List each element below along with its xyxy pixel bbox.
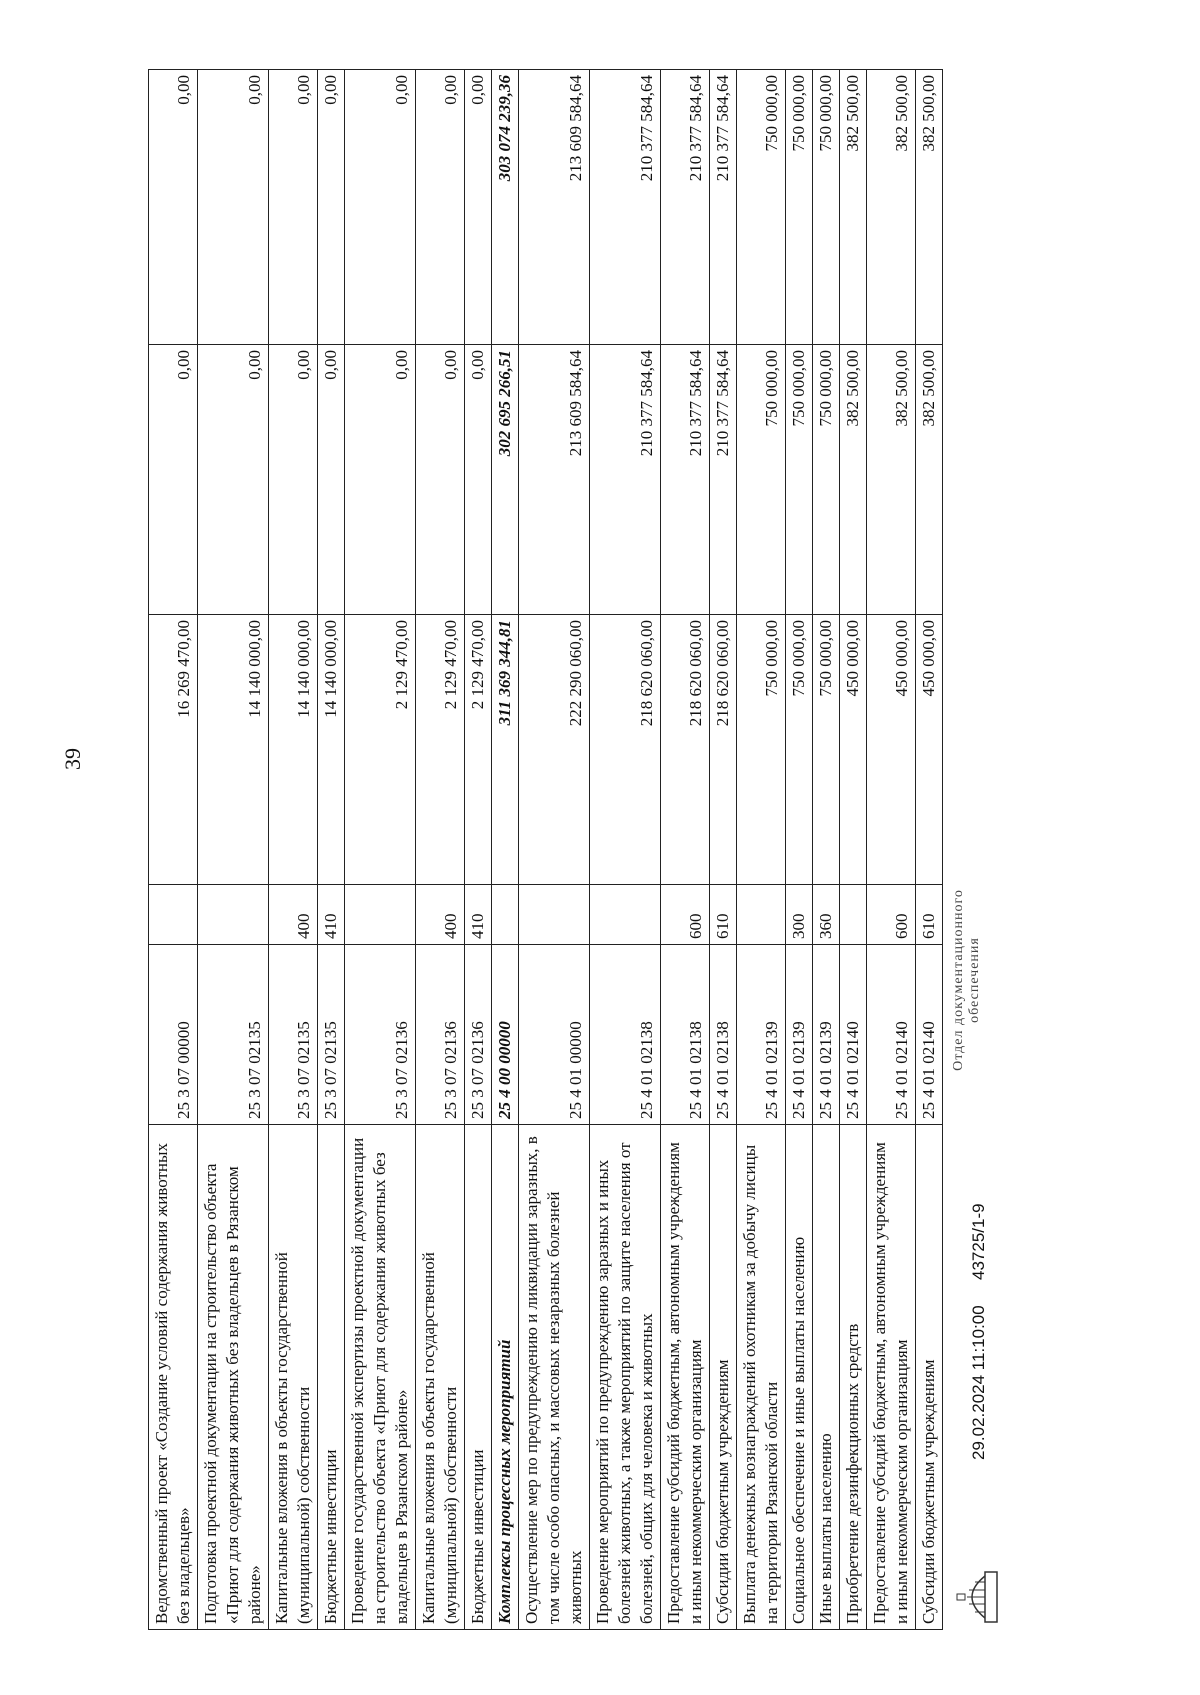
stamp-line-2: обеспечения (967, 937, 982, 1023)
amount-2026-cell: 0,00 (149, 70, 198, 345)
amount-2026-cell: 382 500,00 (916, 70, 943, 345)
amount-2024-cell: 750 000,00 (813, 615, 840, 885)
expense-type-cell (590, 885, 661, 945)
page-number: 39 (60, 748, 85, 770)
row-name-cell: Предоставление субсидий бюджетным, автономным учреждениям и иным некоммерческим организациям (867, 1125, 916, 1630)
expense-type-cell: 410 (318, 885, 345, 945)
amount-2024-cell: 14 140 000,00 (198, 615, 269, 885)
page-footer (949, 70, 1049, 1630)
expense-type-cell (519, 885, 590, 945)
expense-type-cell: 600 (867, 885, 916, 945)
table-row (916, 70, 943, 1630)
amount-2026-cell: 750 000,00 (737, 70, 786, 345)
expense-type-cell (149, 885, 198, 945)
amount-2024-cell: 2 129 470,00 (345, 615, 416, 885)
expense-type-cell: 610 (916, 885, 943, 945)
amount-2026-cell: 213 609 584,64 (519, 70, 590, 345)
amount-2026-cell: 303 074 239,36 (492, 70, 519, 345)
row-name-cell: Капитальные вложения в объекты государственной (муниципальной) собственности (269, 1125, 318, 1630)
expense-type-cell (345, 885, 416, 945)
amount-2024-cell: 14 140 000,00 (318, 615, 345, 885)
row-name-cell: Приобретение дезинфекционных средств (840, 1125, 867, 1630)
row-name-cell: Комплексы процессных мероприятий (492, 1125, 519, 1630)
target-article-code-cell: 25 3 07 02135 (198, 945, 269, 1125)
amount-2025-cell: 750 000,00 (813, 345, 840, 615)
expense-type-cell: 300 (786, 885, 813, 945)
amount-2024-cell: 218 620 060,00 (661, 615, 710, 885)
row-name-cell: Субсидии бюджетным учреждениям (710, 1125, 737, 1630)
target-article-code-cell: 25 4 01 02139 (737, 945, 786, 1125)
target-article-code-cell: 25 4 01 02138 (661, 945, 710, 1125)
table-row (492, 70, 519, 1630)
amount-2024-cell: 450 000,00 (867, 615, 916, 885)
table-row (519, 70, 590, 1630)
amount-2026-cell: 382 500,00 (867, 70, 916, 345)
amount-2025-cell: 0,00 (198, 345, 269, 615)
amount-2025-cell: 213 609 584,64 (519, 345, 590, 615)
row-name-cell: Предоставление субсидий бюджетным, автономным учреждениям и иным некоммерческим организациям (661, 1125, 710, 1630)
table-row (416, 70, 465, 1630)
table-row (590, 70, 661, 1630)
amount-2025-cell: 0,00 (416, 345, 465, 615)
table-row (345, 70, 416, 1630)
amount-2024-cell: 2 129 470,00 (416, 615, 465, 885)
amount-2025-cell: 210 377 584,64 (710, 345, 737, 615)
expense-type-cell (737, 885, 786, 945)
target-article-code-cell: 25 3 07 02136 (465, 945, 492, 1125)
amount-2025-cell: 0,00 (318, 345, 345, 615)
row-name-cell: Иные выплаты населению (813, 1125, 840, 1630)
amount-2026-cell: 210 377 584,64 (710, 70, 737, 345)
amount-2026-cell: 210 377 584,64 (590, 70, 661, 345)
amount-2024-cell: 14 140 000,00 (269, 615, 318, 885)
expense-type-cell: 400 (416, 885, 465, 945)
footer-doc-number: 43725/1-9 (969, 1203, 988, 1280)
row-name-cell: Субсидии бюджетным учреждениям (916, 1125, 943, 1630)
amount-2024-cell: 2 129 470,00 (465, 615, 492, 885)
expense-type-cell: 600 (661, 885, 710, 945)
amount-2024-cell: 450 000,00 (840, 615, 867, 885)
row-name-cell: Выплата денежных вознаграждений охотникам за добычу лисицы на территории Рязанской области (737, 1125, 786, 1630)
target-article-code-cell: 25 4 01 02138 (590, 945, 661, 1125)
table-row (737, 70, 786, 1630)
amount-2026-cell: 750 000,00 (786, 70, 813, 345)
stamp-line-1: Отдел документационного (951, 889, 966, 1071)
target-article-code-cell: 25 3 07 00000 (149, 945, 198, 1125)
seal-icon (955, 1564, 1001, 1630)
table-row (149, 70, 198, 1630)
table-row (318, 70, 345, 1630)
target-article-code-cell: 25 4 01 00000 (519, 945, 590, 1125)
row-name-cell: Социальное обеспечение и иные выплаты населению (786, 1125, 813, 1630)
target-article-code-cell: 25 4 01 02140 (867, 945, 916, 1125)
amount-2025-cell: 210 377 584,64 (590, 345, 661, 615)
amount-2025-cell: 0,00 (345, 345, 416, 615)
target-article-code-cell: 25 3 07 02135 (318, 945, 345, 1125)
row-name-cell: Проведение мероприятий по предупреждению заразных и иных болезней животных, а также мероприятий по защите населения от болезней, общих для человека и животных (590, 1125, 661, 1630)
target-article-code-cell: 25 4 01 02140 (840, 945, 867, 1125)
amount-2026-cell: 0,00 (198, 70, 269, 345)
amount-2024-cell: 450 000,00 (916, 615, 943, 885)
expense-type-cell: 360 (813, 885, 840, 945)
table-row (867, 70, 916, 1630)
row-name-cell: Капитальные вложения в объекты государственной (муниципальной) собственности (416, 1125, 465, 1630)
office-stamp (951, 830, 983, 1130)
table-row (710, 70, 737, 1630)
amount-2024-cell: 16 269 470,00 (149, 615, 198, 885)
amount-2025-cell: 302 695 266,51 (492, 345, 519, 615)
table-row (840, 70, 867, 1630)
target-article-code-cell: 25 3 07 02136 (345, 945, 416, 1125)
amount-2025-cell: 382 500,00 (867, 345, 916, 615)
table-row (813, 70, 840, 1630)
expense-type-cell (492, 885, 519, 945)
target-article-code-cell: 25 3 07 02136 (416, 945, 465, 1125)
amount-2025-cell: 382 500,00 (840, 345, 867, 615)
footer-date: 29.02.2024 11:10:00 (969, 1305, 988, 1460)
amount-2024-cell: 218 620 060,00 (710, 615, 737, 885)
table-row (786, 70, 813, 1630)
amount-2026-cell: 0,00 (345, 70, 416, 345)
target-article-code-cell: 25 3 07 02135 (269, 945, 318, 1125)
row-name-cell: Ведомственный проект «Создание условий содержания животных без владельцев» (149, 1125, 198, 1630)
amount-2025-cell: 750 000,00 (737, 345, 786, 615)
amount-2024-cell: 311 369 344,81 (492, 615, 519, 885)
budget-table (148, 69, 943, 1630)
amount-2026-cell: 0,00 (269, 70, 318, 345)
target-article-code-cell: 25 4 01 02138 (710, 945, 737, 1125)
row-name-cell: Бюджетные инвестиции (465, 1125, 492, 1630)
table-row (198, 70, 269, 1630)
amount-2026-cell: 382 500,00 (840, 70, 867, 345)
expense-type-cell (840, 885, 867, 945)
amount-2025-cell: 0,00 (149, 345, 198, 615)
target-article-code-cell: 25 4 01 02139 (786, 945, 813, 1125)
target-article-code-cell: 25 4 01 02139 (813, 945, 840, 1125)
row-name-cell: Проведение государственной экспертизы проектной документации на строительство объекта «Приют для содержания животных без владельцев в Рязанском районе» (345, 1125, 416, 1630)
amount-2025-cell: 750 000,00 (786, 345, 813, 615)
budget-table-body (149, 70, 943, 1630)
amount-2024-cell: 218 620 060,00 (590, 615, 661, 885)
row-name-cell: Подготовка проектной документации на строительство объекта «Приют для содержания животных без владельцев в Рязанском районе» (198, 1125, 269, 1630)
row-name-cell: Бюджетные инвестиции (318, 1125, 345, 1630)
expense-type-cell: 400 (269, 885, 318, 945)
amount-2025-cell: 0,00 (269, 345, 318, 615)
amount-2025-cell: 382 500,00 (916, 345, 943, 615)
target-article-code-cell: 25 4 01 02140 (916, 945, 943, 1125)
row-name-cell: Осуществление мер по предупреждению и ликвидации заразных, в том числе особо опасных, и массовых незаразных болезней животных (519, 1125, 590, 1630)
expense-type-cell: 610 (710, 885, 737, 945)
target-article-code-cell: 25 4 00 00000 (492, 945, 519, 1125)
amount-2026-cell: 0,00 (318, 70, 345, 345)
amount-2026-cell: 0,00 (465, 70, 492, 345)
amount-2026-cell: 0,00 (416, 70, 465, 345)
amount-2024-cell: 222 290 060,00 (519, 615, 590, 885)
table-row (269, 70, 318, 1630)
expense-type-cell: 410 (465, 885, 492, 945)
amount-2025-cell: 0,00 (465, 345, 492, 615)
amount-2024-cell: 750 000,00 (786, 615, 813, 885)
amount-2026-cell: 750 000,00 (813, 70, 840, 345)
table-row (661, 70, 710, 1630)
amount-2026-cell: 210 377 584,64 (661, 70, 710, 345)
amount-2024-cell: 750 000,00 (737, 615, 786, 885)
amount-2025-cell: 210 377 584,64 (661, 345, 710, 615)
expense-type-cell (198, 885, 269, 945)
rotated-sheet (148, 70, 1049, 1630)
table-row (465, 70, 492, 1630)
